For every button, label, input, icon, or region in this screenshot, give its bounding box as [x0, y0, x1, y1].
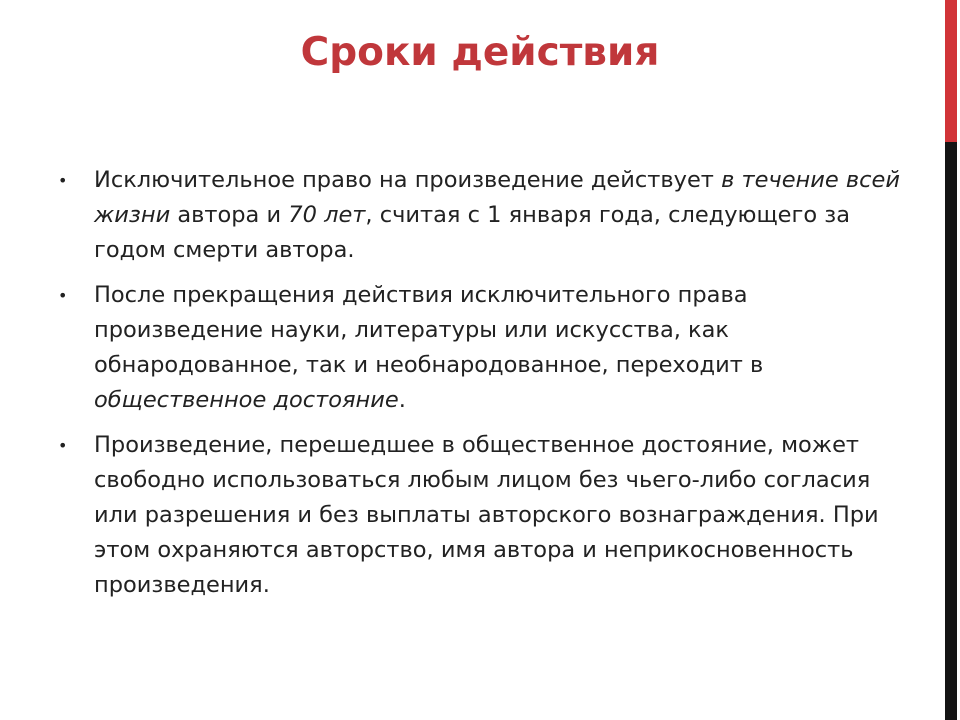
- bullet-text: [94, 167, 900, 263]
- bullet-marker: •: [58, 436, 68, 455]
- text-segment: После прекращения действия исключительного права произведение науки, литературы или искусства, как обнародованное, так и необнародованное, переходит в: [94, 282, 764, 378]
- text-segment: автора и: [170, 202, 289, 228]
- text-segment: , считая с 1 января года, следующего за годом смерти автора.: [94, 202, 851, 263]
- text-segment: Исключительное право на произведение действует: [94, 167, 722, 193]
- side-accent-bar-black: [945, 142, 957, 720]
- bullet-marker: •: [58, 286, 68, 305]
- text-segment: .: [398, 387, 406, 413]
- slide-title: Сроки действия: [300, 30, 660, 75]
- bullet-item: [58, 278, 908, 418]
- emphasis-text: 70 лет: [288, 202, 366, 228]
- text-segment: Произведение, перешедшее в общественное достояние, может свободно использоваться любым лицом без чьего-либо согласия или разрешения и без выплаты авторского вознаграждения. При этом охраняются авторство, имя автора и неприкосновенность произведения.: [94, 432, 879, 598]
- bullet-text: [94, 282, 763, 413]
- bullet-marker: •: [58, 171, 68, 190]
- bullet-item: [58, 428, 908, 603]
- emphasis-text: в течение всей жизни: [94, 167, 900, 228]
- bullet-list: [58, 163, 908, 613]
- bullet-text: [94, 432, 879, 598]
- emphasis-text: общественное достояние: [94, 387, 399, 413]
- bullet-item: [58, 163, 908, 268]
